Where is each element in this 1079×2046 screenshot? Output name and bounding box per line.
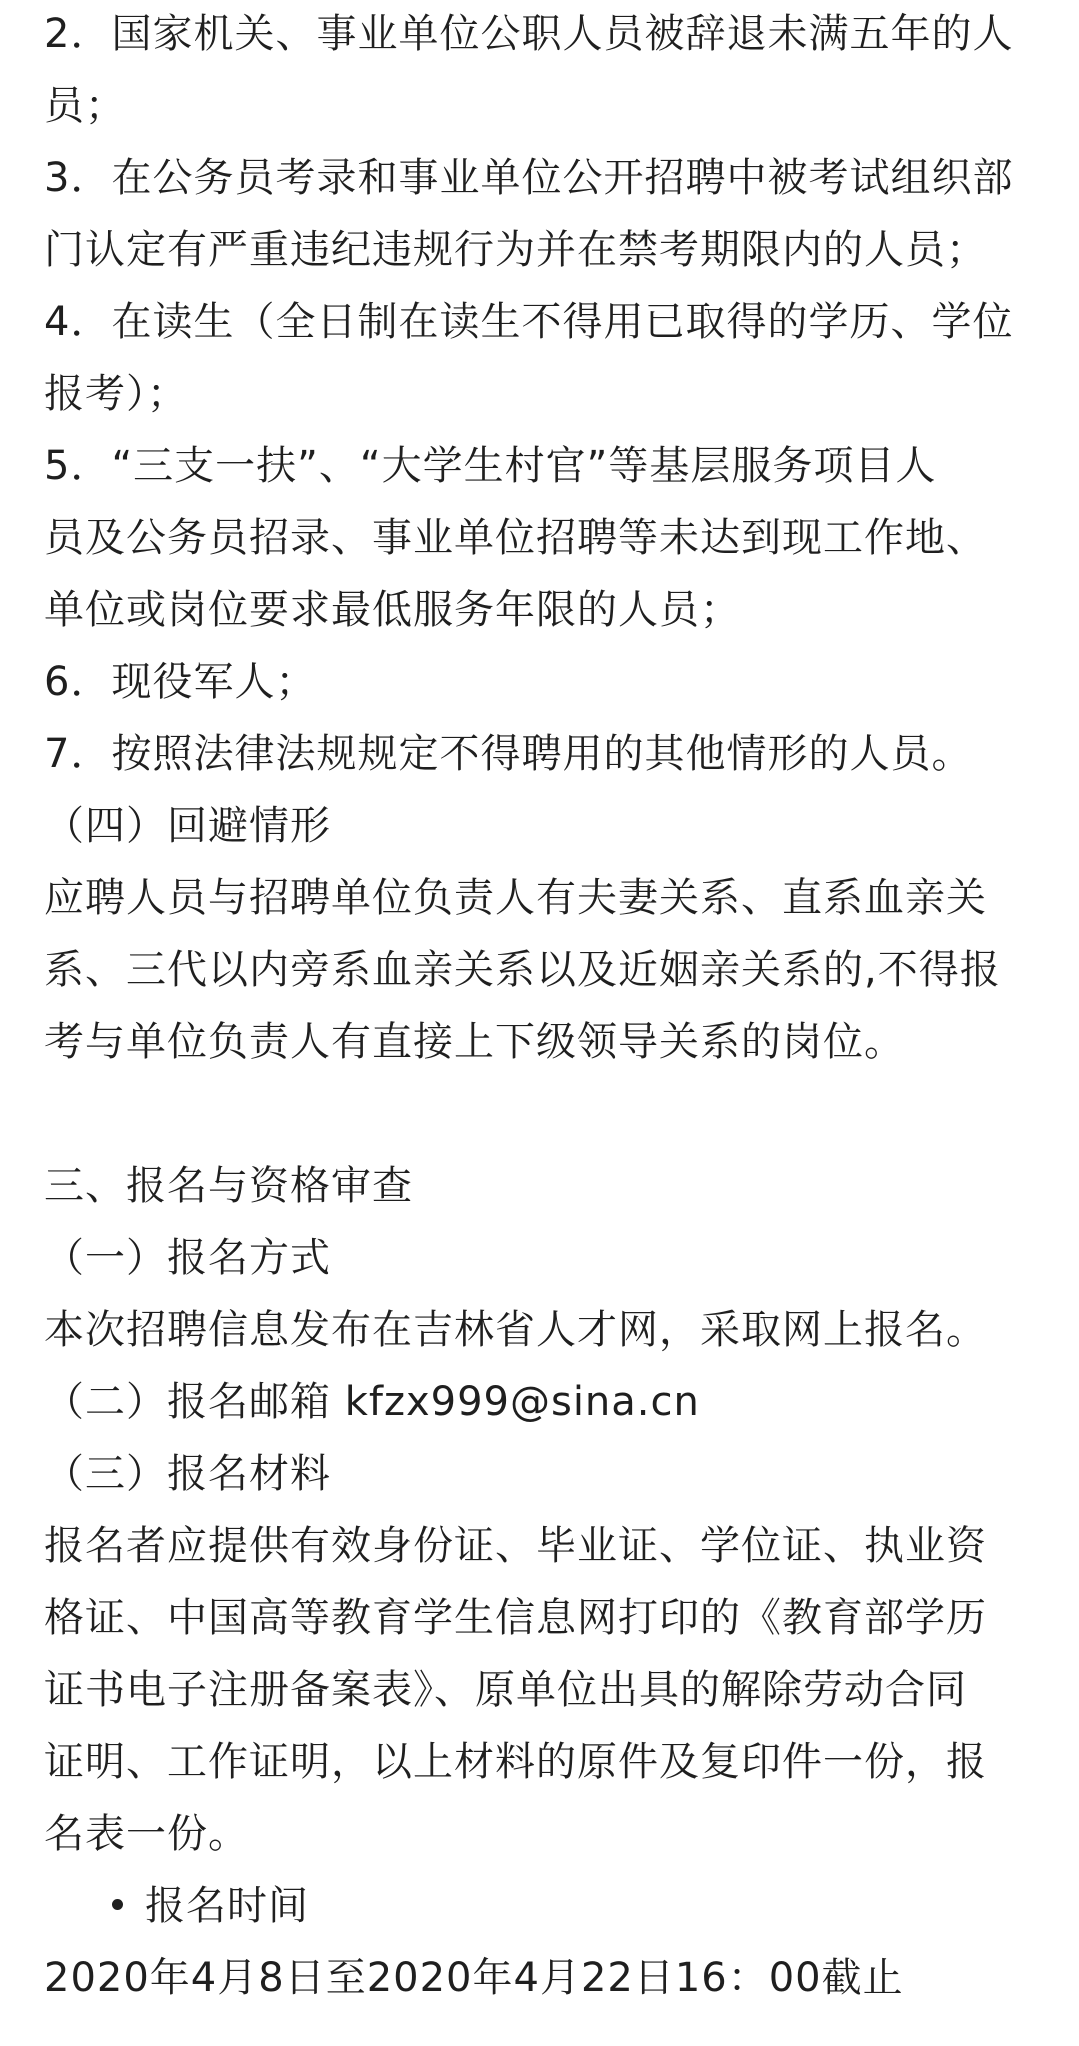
bullet-dot-icon [112, 1899, 123, 1910]
section-heading: （四）回避情形 [44, 803, 331, 849]
bullet-item [112, 1882, 309, 1930]
text-line: 报名者应提供有效身份证、毕业证、学位证、执业资 [44, 1523, 987, 1569]
text-line: 名表一份。 [44, 1811, 249, 1857]
text-line: 应聘人员与招聘单位负责人有夫妻关系、直系血亲关 [44, 875, 987, 921]
text-line: 考与单位负责人有直接上下级领导关系的岗位。 [44, 1019, 905, 1065]
text-line: 证书电子注册备案表》、原单位出具的解除劳动合同 [44, 1667, 967, 1713]
text-line: 本次招聘信息发布在吉林省人才网，采取网上报名。 [44, 1307, 987, 1353]
subsection-heading: （三）报名材料 [44, 1451, 331, 1497]
text-line: 证明、工作证明，以上材料的原件及复印件一份，报 [44, 1739, 987, 1785]
text-line: 3．在公务员考录和事业单位公开招聘中被考试组织部 [44, 155, 1014, 201]
subsection-heading: （一）报名方式 [44, 1235, 331, 1281]
text-line: 单位或岗位要求最低服务年限的人员； [44, 587, 741, 633]
section-heading: 三、报名与资格审查 [44, 1163, 413, 1209]
bullet-label: 报名时间 [145, 1883, 309, 1929]
text-line: 格证、中国高等教育学生信息网打印的《教育部学历 [44, 1595, 987, 1641]
text-line: 5．“三支一扶”、“大学生村官”等基层服务项目人 [44, 443, 937, 489]
text-line: 员； [44, 83, 126, 129]
text-line: 2．国家机关、事业单位公职人员被辞退未满五年的人 [44, 11, 1014, 57]
text-line: 报考）； [44, 371, 188, 417]
text-line: 4．在读生（全日制在读生不得用已取得的学历、学位 [44, 299, 1014, 345]
date-line: 2020年4月8日至2020年4月22日16：00截止 [44, 1955, 904, 2001]
text-line: 7．按照法律法规规定不得聘用的其他情形的人员。 [44, 731, 973, 777]
text-line: 6．现役军人； [44, 659, 317, 705]
text-line: 员及公务员招录、事业单位招聘等未达到现工作地、 [44, 515, 987, 561]
text-line: 系、三代以内旁系血亲关系以及近姻亲关系的,不得报 [44, 947, 1001, 993]
email-line: （二）报名邮箱 kfzx999@sina.cn [44, 1379, 700, 1425]
text-line: 门认定有严重违纪违规行为并在禁考期限内的人员； [44, 227, 987, 273]
